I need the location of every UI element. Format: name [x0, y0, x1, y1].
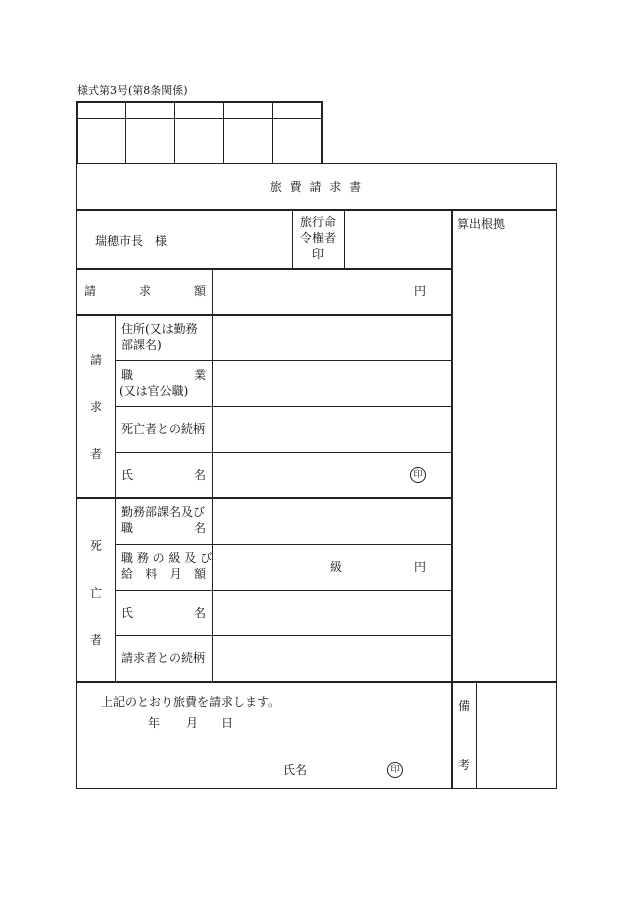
calculation-basis-label: 算出根拠: [457, 217, 506, 231]
claim-amount-label: 請 求 額: [84, 284, 206, 298]
form-title: 旅 費 請 求 書: [269, 180, 364, 194]
declaration-seal-mark: 印: [387, 762, 403, 778]
deceased-relation-label: 請求者との続柄: [121, 651, 206, 665]
claimant-relation-label: 死亡者との続柄: [121, 422, 206, 436]
deceased-salary-unit: 円: [414, 560, 427, 574]
claimant-seal-mark: 印: [410, 467, 426, 483]
declaration-name-label: 氏名: [283, 763, 308, 777]
claim-amount-unit: 円: [414, 284, 427, 298]
claimant-section-label: 請 求 者: [89, 353, 102, 461]
form-number: 様式第3号(第8条関係): [77, 84, 188, 97]
claimant-name-label: 氏 名: [121, 468, 206, 482]
declaration-text: 上記のとおり旅費を請求します。: [101, 695, 281, 709]
deceased-section-label: 死 亡 者: [89, 539, 102, 647]
deceased-grade-unit: 級: [330, 560, 343, 574]
deceased-name-label: 氏 名: [121, 606, 206, 620]
addressee: 瑞穂市長 様: [95, 234, 168, 248]
